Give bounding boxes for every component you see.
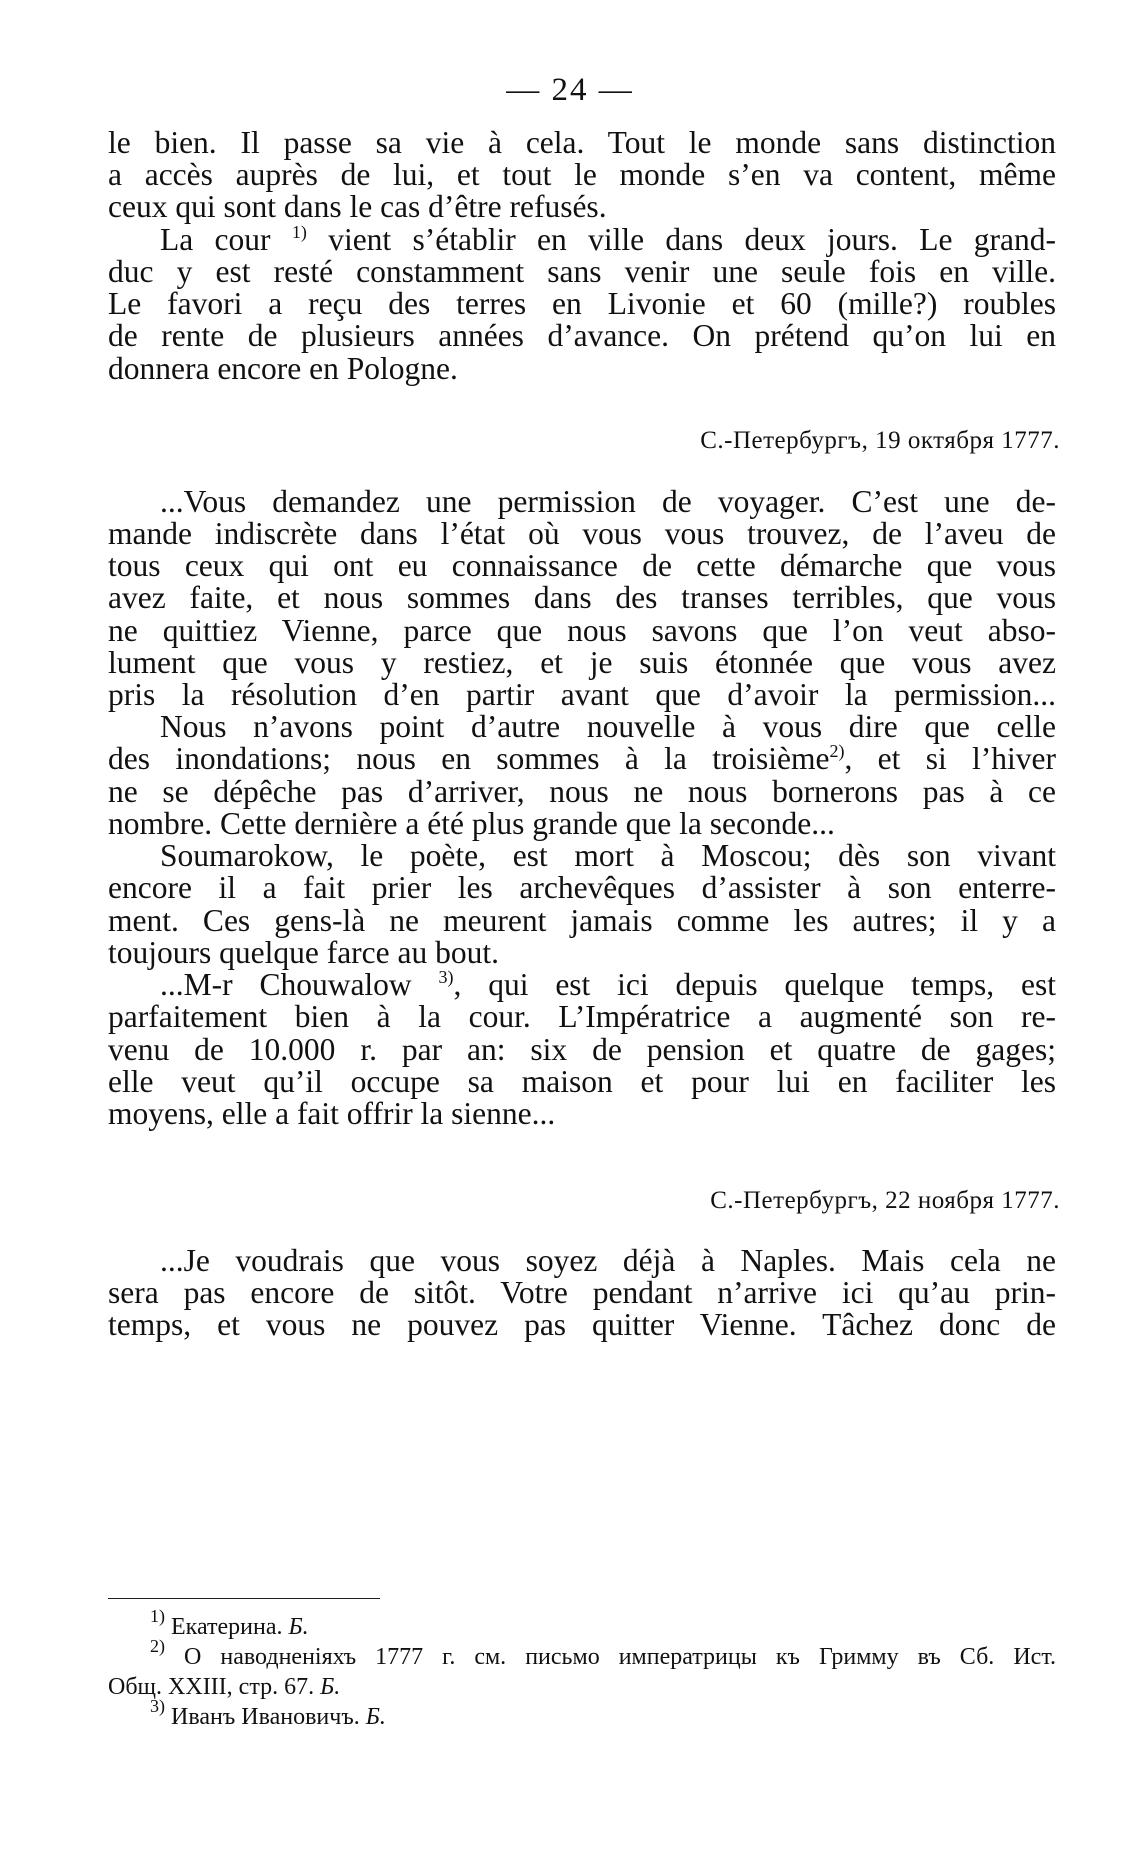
- footnote-signature: Б.: [365, 1704, 386, 1730]
- text-line: Le favori a reçu des terres en Livonie et 60 (mille?) roubles: [108, 286, 1056, 321]
- text-line: pris la résolution d’en partir avant que d’avoir la permission...: [108, 677, 1056, 712]
- text-line: moyens, elle a fait offrir la sienne...: [108, 1096, 556, 1131]
- text-fragment: , qui est ici depuis quelque temps, est: [453, 967, 1057, 1002]
- footnote-signature: Б.: [288, 1614, 309, 1640]
- footnote-mark-paren: ): [838, 741, 845, 761]
- text-fragment: , et si l’hiver: [844, 741, 1056, 776]
- footnote-ref-2: [829, 741, 844, 761]
- text-line: donnera encore en Pologne.: [108, 351, 458, 386]
- text-line: Soumarokow, le poète, est mort à Moscou; dès son vivant: [160, 838, 1056, 873]
- footnote-ref-3: [439, 967, 454, 987]
- text-line: Nous n’avons point d’autre nouvelle à vous dire que celle: [160, 709, 1056, 744]
- text-line: a accès auprès de lui, et tout le monde s’en va content, même: [108, 157, 1056, 192]
- text-line: duc y est resté constamment sans venir une seule fois en ville.: [108, 254, 1056, 289]
- footnote-mark: 2: [829, 741, 839, 761]
- footnote-1: [150, 1606, 309, 1642]
- text-line: tous ceux qui ont eu connaissance de cette démarche que vous: [108, 548, 1056, 583]
- footnote-text: Общ. XXIII, стр. 67.: [108, 1674, 315, 1700]
- text-line: ment. Ces gens-là ne meurent jamais comme les autres; il y a: [108, 903, 1056, 938]
- text-fragment: vient s’établir en ville dans deux jours. Le grand-: [328, 222, 1056, 257]
- footnote-mark-paren: ): [447, 967, 454, 987]
- text-fragment: La cour: [160, 222, 271, 257]
- text-line: le bien. Il passe sa vie à cela. Tout le monde sans distinction: [108, 125, 1056, 160]
- footnote-3: [150, 1696, 386, 1732]
- text-line: temps, et vous ne pouvez pas quitter Vienne. Tâchez donc de: [108, 1307, 1056, 1342]
- text-line: ne quittiez Vienne, parce que nous savons que l’on veut abso-: [108, 613, 1056, 648]
- footnote-mark-paren: ): [300, 222, 307, 242]
- footnote-ref-1: [292, 222, 307, 242]
- text-line: ...Je voudrais que vous soyez déjà à Naples. Mais cela ne: [160, 1243, 1056, 1278]
- text-line: venu de 10.000 r. par an: six de pension et quatre de gages;: [108, 1032, 1056, 1067]
- footnote-number: 2): [150, 1636, 165, 1656]
- text-fragment: ...M-r Chouwalow: [160, 967, 412, 1002]
- text-fragment: des inondations; nous en sommes à la troisième: [108, 741, 830, 776]
- footnote-mark: 3: [438, 967, 448, 987]
- text-line: mande indiscrète dans l’état où vous vous trouvez, de l’aveu de: [108, 516, 1056, 551]
- text-line: ne se dépêche pas d’arriver, nous ne nous bornerons pas à ce: [108, 774, 1056, 809]
- text-line: avez faite, et nous sommes dans des transes terribles, que vous: [108, 580, 1056, 615]
- text-line: elle veut qu’il occupe sa maison et pour lui en faciliter les: [108, 1064, 1056, 1099]
- footnote-text: Екатерина.: [171, 1614, 283, 1640]
- footnote-text: О наводненіяхъ 1777 г. см. письмо императрицы къ Гримму въ Сб. Ист.: [184, 1644, 1056, 1670]
- footnote-2: [150, 1636, 1056, 1672]
- footnote-text: Иванъ Ивановичъ.: [171, 1704, 360, 1730]
- text-line: de rente de plusieurs années d’avance. On prétend qu’on lui en: [108, 318, 1056, 353]
- text-line: encore il a fait prier les archevêques d’assister à son enterre-: [108, 870, 1056, 905]
- footnote-2-continued: [108, 1672, 340, 1702]
- footnote-signature: Б.: [320, 1674, 341, 1700]
- footnote-divider: [108, 1598, 380, 1599]
- text-line: toujours quelque farce au bout.: [108, 935, 499, 970]
- dateline: С.-Петербургъ, 19 октября 1777.: [700, 427, 1060, 454]
- footnote-mark: 1: [291, 222, 301, 242]
- dateline: С.-Петербургъ, 22 ноября 1777.: [710, 1187, 1060, 1214]
- text-line: ...Vous demandez une permission de voyager. C’est une de-: [160, 484, 1056, 519]
- footnote-number: 1): [150, 1606, 165, 1626]
- footnote-number: 3): [150, 1696, 165, 1716]
- text-line: parfaitement bien à la cour. L’Impératrice a augmenté son re-: [108, 999, 1056, 1034]
- text-line: sera pas encore de sitôt. Votre pendant n’arrive ici qu’au prin-: [108, 1275, 1056, 1310]
- text-line: lument que vous y restiez, et je suis étonnée que vous avez: [108, 645, 1056, 680]
- page-number: — 24 —: [506, 72, 634, 108]
- text-line: nombre. Cette dernière a été plus grande que la seconde...: [108, 806, 835, 841]
- text-line: ceux qui sont dans le cas d’être refusés.: [108, 189, 607, 224]
